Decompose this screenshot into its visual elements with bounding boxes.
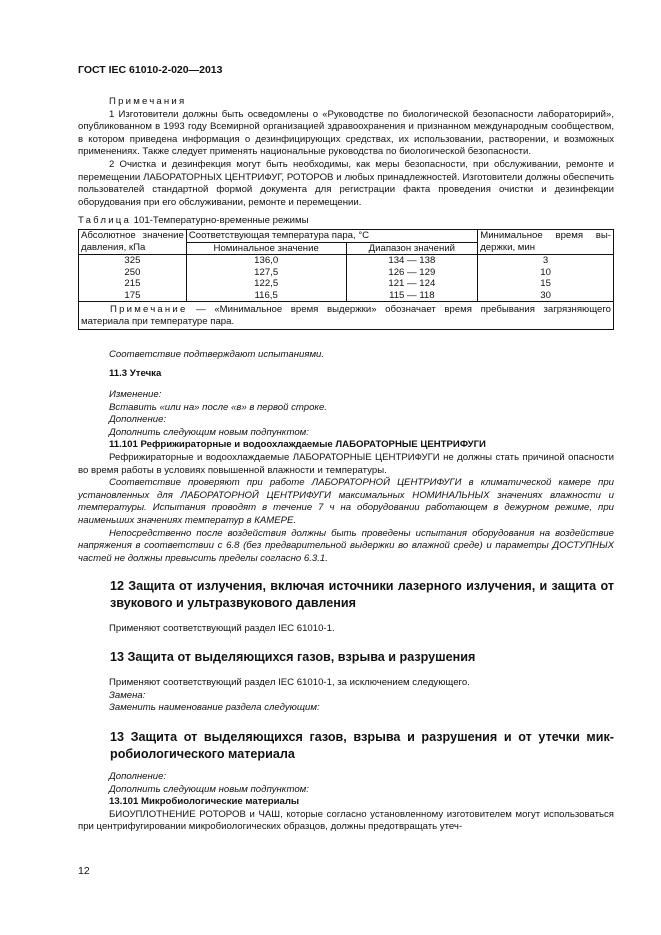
notes-title: Примечания — [109, 96, 187, 107]
cell-nominal: 116,5 — [186, 290, 346, 302]
section-13-body — [78, 677, 614, 715]
cell-range: 121 — 124 — [346, 278, 478, 290]
table-row — [79, 267, 614, 279]
compliance-text-1: Соответствие подтверждают испытаниями. — [109, 349, 325, 360]
table-caption — [78, 215, 614, 228]
table-row — [79, 290, 614, 302]
after-exposure-text: Непосредственно после воздействия должны быть проведены испытания оборудования на воздействие напряжения в соответствии с 6.8 (без предварительной выдержки во влажной среде) и параметры ДОСТУПНЫХ частей не должны превысить пределы согласно 6.3.1. — [78, 527, 614, 564]
cell-min-time: 3 — [478, 255, 614, 267]
note-2: 2 Очистка и дезинфекция могут быть необходимы, как меры безопасности, при обслуживании, ремонте и перемещении ЛАБОРАТОРНЫХ ЦЕНТРИФУГ, РОТОРОВ и любых принадлежностей. Изготовители должны обеспечить пользователей стандартной формой документа для регистрации факта проведения очистки и дезинфекции оборудования при его обслуживании, ремонте и перемещении. — [78, 158, 614, 208]
body-block-3 — [78, 389, 614, 565]
table-row — [79, 278, 614, 290]
header-min-time: Минимальное время выдержки, мин — [478, 230, 614, 255]
subclause-13-101-title: 13.101 Микробиологические материалы — [109, 796, 300, 808]
addition-label-2: Дополнение: — [109, 771, 167, 782]
table-note-text: — «Минимальное время выдержки» обозначает время пребывания загрязняющего материала при температуре пара. — [81, 304, 611, 327]
document-header: ГОСТ IEC 61010-2-020—2013 — [78, 64, 223, 76]
subclause-11-101-text: Рефрижираторные и водоохлаждаемые ЛАБОРАТОРНЫЕ ЦЕНТРИФУГИ не должны стать причиной опасности во время работы в условиях повышенной влажности и температуры. — [78, 451, 614, 476]
header-temperature: Соответствующая температура пара, °С — [186, 230, 477, 243]
cell-range: 134 — 138 — [346, 255, 478, 267]
table-header-row-1 — [79, 230, 614, 243]
subclause-11-3-title: 11.3 Утечка — [109, 368, 162, 379]
cell-min-time: 10 — [478, 267, 614, 279]
section-13-text: Применяют соответствующий раздел IEC 61010-1, за исключением следующего. — [109, 677, 470, 688]
section-13-new-body — [78, 771, 614, 834]
table-caption-word: Таблица — [78, 215, 132, 226]
cell-range: 115 — 118 — [346, 290, 478, 302]
add-subclause-instruction-1: Дополнить следующим новым подпунктом: — [109, 426, 309, 438]
notes-block — [78, 96, 614, 209]
cell-min-time: 15 — [478, 278, 614, 290]
cell-pressure: 325 — [79, 255, 187, 267]
table-caption-text: 101-Температурно-временные режимы — [131, 215, 309, 226]
cell-pressure: 250 — [79, 267, 187, 279]
replace-label: Замена: — [109, 689, 146, 701]
table-note-word: Примечание — [110, 304, 188, 315]
change-label: Изменение: — [109, 389, 162, 400]
addition-label-1: Дополнение: — [109, 414, 167, 426]
cell-pressure: 215 — [79, 278, 187, 290]
subclause-11-101-title: 11.101 Рефрижираторные и водоохлаждаемые ЛАБОРАТОРНЫЕ ЦЕНТРИФУГИ — [109, 439, 486, 451]
cell-range: 126 — 129 — [346, 267, 478, 279]
cell-nominal: 122,5 — [186, 278, 346, 290]
header-range: Диапазон значений — [346, 242, 478, 255]
page-number: 12 — [78, 865, 90, 877]
cell-pressure: 175 — [79, 290, 187, 302]
compliance-text-2: Соответствие проверяют при работе ЛАБОРАТОРНОЙ ЦЕНТРИФУГИ в климатической камере при установленных для ЛАБОРАТОРНОЙ ЦЕНТРИФУГИ максимальных НОМИНАЛЬНЫХ значениях влажности и температуры. Испытания проводят в течение 7 ч на оборудовании работающем в дежурном режиме, при наименьших значениях температур в КАМЕРЕ. — [78, 477, 614, 526]
add-subclause-instruction-2: Дополнить следующим новым подпунктом: — [109, 783, 309, 795]
section-13-heading: 13 Защита от выделяющихся газов, взрыва и разрушения — [110, 650, 476, 664]
table-row — [79, 255, 614, 267]
header-nominal: Номинальное значение — [186, 242, 346, 255]
section-12-body — [78, 623, 614, 636]
section-12-text: Применяют соответствующий раздел IEC 61010-1. — [109, 623, 335, 634]
table-note — [79, 302, 614, 330]
body-block-2 — [78, 368, 614, 381]
note-1: 1 Изготовители должны быть осведомлены о «Руководстве по биологической безопасности лабораторирий», опубликованном в 1993 году Всемирной организацией здравоохранения и признанном международным сообществом, в котором приведена информация о дезинфицирующих средствах, их использовании, растворении, и возможных применениях. Также следует применять национальные руководства по биологической безопасности. — [78, 108, 614, 158]
subclause-13-101-text: БИОУПЛОТНЕНИЕ РОТОРОВ и ЧАШ, которые согласно установленному изготовителем могут использоваться при центрифугировании микробиологических образцов, должны предотвращать утеч- — [78, 808, 614, 833]
cell-nominal: 136,0 — [186, 255, 346, 267]
cell-nominal: 127,5 — [186, 267, 346, 279]
temperature-time-table — [78, 229, 614, 330]
header-pressure: Абсолютное значение давления, кПа — [79, 230, 187, 255]
table-note-row — [79, 302, 614, 330]
insert-instruction: Вставить «или на» после «в» в первой строке. — [109, 401, 327, 413]
replace-name-instruction: Заменить наименование раздела следующим: — [109, 702, 320, 714]
body-block-1 — [78, 349, 614, 362]
section-13-new-heading: 13 Защита от выделяющихся газов, взрыва и разрушения и от утечки микробиологического материала — [110, 730, 614, 761]
section-12-heading: 12 Защита от излучения, включая источники лазерного излучения, и защита от звукового и ультразвукового давления — [110, 579, 614, 610]
cell-min-time: 30 — [478, 290, 614, 302]
